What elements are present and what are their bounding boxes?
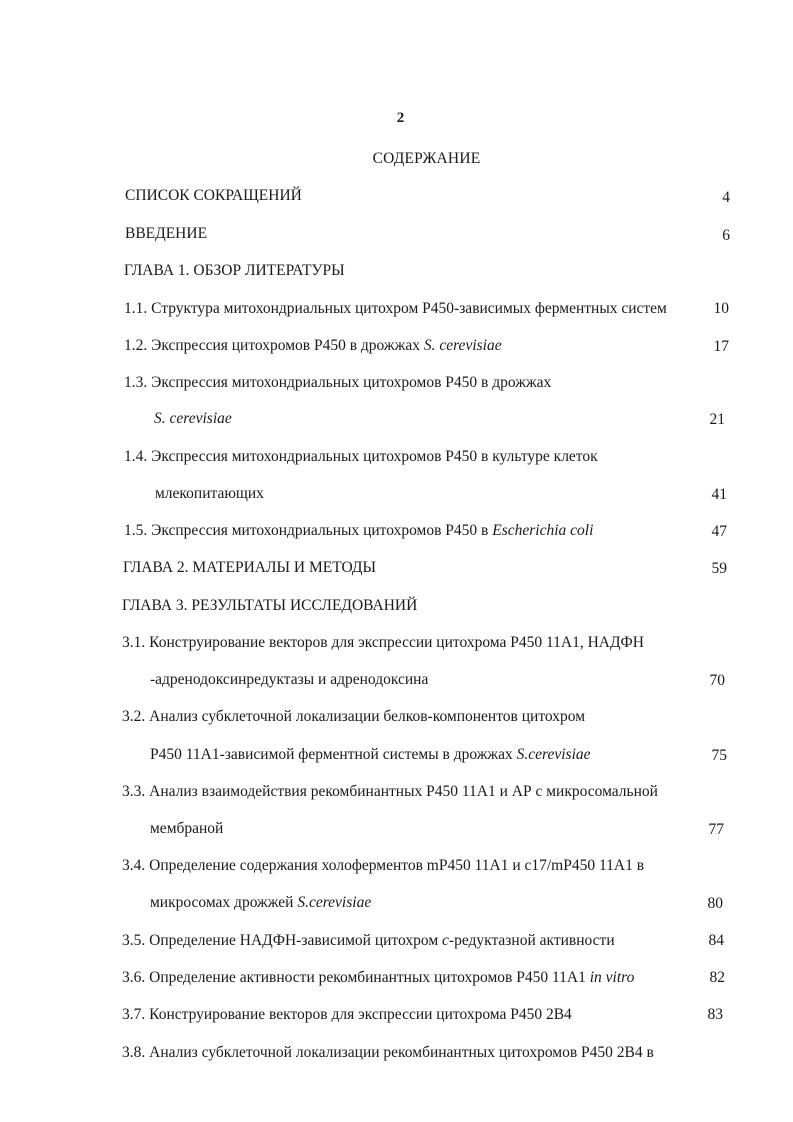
toc-chapter-3: ГЛАВА 3. РЕЗУЛЬТАТЫ ИССЛЕДОВАНИЙ	[122, 597, 418, 614]
toc-entry-1-4-continuation: млекопитающих	[155, 485, 264, 502]
toc-entry-1-3-continuation: S. cerevisiae	[154, 410, 232, 427]
toc-page-1-5: 47	[711, 523, 727, 540]
toc-entry-1-3: 1.3. Экспрессия митохондриальных цитохромов Р450 в дрожжах	[124, 374, 552, 391]
toc-page-chapter-2: 59	[711, 560, 727, 577]
page-title: СОДЕРЖАНИЕ	[372, 150, 481, 167]
toc-entry-abbreviations: СПИСОК СОКРАЩЕНИЙ	[125, 187, 302, 204]
toc-chapter-2: ГЛАВА 2. МАТЕРИАЛЫ И МЕТОДЫ	[123, 559, 376, 576]
toc-entry-3-3: 3.3. Анализ взаимодействия рекомбинантных Р450 11А1 и АР с микросомальной	[122, 783, 658, 800]
toc-entry-1-4: 1.4. Экспрессия митохондриальных цитохромов Р450 в культуре клеток	[124, 448, 598, 465]
toc-page-3-4: 80	[707, 895, 723, 912]
toc-entry-1-2: 1.2. Экспрессия цитохромов Р450 в дрожжах S. cerevisiae	[124, 337, 502, 354]
toc-entry-3-4: 3.4. Определение содержания холоферментов mP450 11A1 и c17/mP450 11A1 в	[122, 857, 645, 874]
toc-page-3-5: 84	[708, 932, 724, 949]
toc-chapter-1: ГЛАВА 1. ОБЗОР ЛИТЕРАТУРЫ	[124, 262, 345, 279]
toc-page-1-4: 41	[711, 486, 727, 503]
toc-page-abbreviations: 4	[722, 189, 730, 206]
toc-entry-1-1: 1.1. Структура митохондриальных цитохром Р450-зависимых ферментных систем	[124, 300, 667, 317]
toc-page-3-2: 75	[711, 747, 727, 764]
toc-entry-3-5: 3.5. Определение НАДФН-зависимой цитохром c-редуктазной активности	[122, 932, 615, 949]
toc-page-3-6: 82	[709, 969, 725, 986]
toc-entry-3-1: 3.1. Конструирование векторов для экспрессии цитохрома Р450 11А1, НАДФН	[122, 634, 644, 651]
toc-entry-3-8: 3.8. Анализ субклеточной локализации рекомбинантных цитохромов Р450 2В4 в	[122, 1044, 654, 1061]
toc-page-3-1: 70	[709, 672, 725, 689]
toc-entry-3-4-continuation: микросомах дрожжей S.cerevisiae	[150, 894, 372, 911]
toc-entry-3-2-continuation: Р450 11А1-зависимой ферментной системы в дрожжах S.cerevisiae	[150, 746, 591, 763]
toc-page-introduction: 6	[722, 227, 730, 244]
toc-page-1-3: 21	[709, 411, 725, 428]
toc-page-3-3: 77	[708, 821, 724, 838]
toc-page-3-7: 83	[707, 1006, 723, 1023]
toc-entry-3-1-continuation: -адренодоксинредуктазы и адренодоксина	[150, 671, 429, 688]
toc-entry-3-7: 3.7. Конструирование векторов для экспрессии цитохрома Р450 2В4	[122, 1006, 572, 1023]
toc-page-1-1: 10	[713, 300, 729, 317]
toc-page-1-2: 17	[713, 338, 729, 355]
toc-entry-3-3-continuation: мембраной	[150, 820, 224, 837]
toc-entry-3-2: 3.2. Анализ субклеточной локализации белков-компонентов цитохром	[122, 708, 586, 725]
page-number: 2	[396, 110, 405, 126]
toc-entry-introduction: ВВЕДЕНИЕ	[125, 225, 208, 242]
toc-entry-1-5: 1.5. Экспрессия митохондриальных цитохромов Р450 в Escherichia coli	[124, 522, 594, 539]
toc-entry-3-6: 3.6. Определение активности рекомбинантных цитохромов Р450 11А1 in vitro	[122, 969, 635, 986]
